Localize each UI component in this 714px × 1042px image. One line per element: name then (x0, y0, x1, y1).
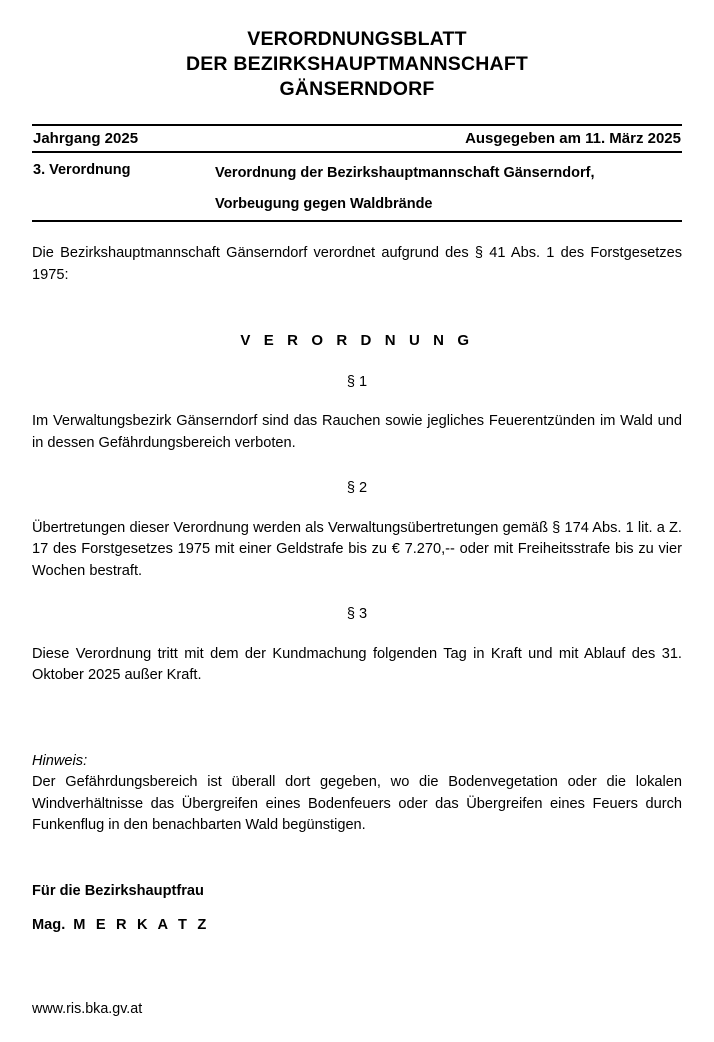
footer-url: www.ris.bka.gv.at (32, 1001, 143, 1017)
ordinance-subject-line-2: Vorbeugung gegen Waldbrände (215, 196, 433, 212)
section-text-3: Diese Verordnung tritt mit dem der Kundmachung folgenden Tag in Kraft und mit Ablauf des 31. Oktober 2025 außer Kraft. (32, 645, 682, 683)
section-heading-3: § 3 (346, 606, 368, 622)
spacer (32, 687, 682, 751)
signature-name (32, 902, 682, 937)
ordinance-subject-line-1: Verordnung der Bezirkshauptmannschaft Gänserndorf, (215, 165, 595, 181)
masthead (32, 0, 682, 102)
ordinance-subject (215, 158, 682, 220)
spacer (32, 837, 682, 881)
notice-text: Der Gefährdungsbereich ist überall dort gegeben, wo die Bodenvegetation oder die lokalen Windverhältnisse das Übergreifen eines Bodenfeuers oder das Übergreifen eines Feuers durch Funkenflug in den benachbarten Wald begünstigen. (32, 774, 682, 833)
notice-label: Hinweis: (32, 752, 88, 769)
spacer (32, 393, 682, 411)
section-heading-1: § 1 (346, 373, 368, 390)
document-body (32, 222, 682, 937)
issued-date-label: Ausgegeben am 11. März 2025 (465, 130, 681, 147)
masthead-line-3: GÄNSERNDORF (279, 78, 435, 100)
section-text-1: Im Verwaltungsbezirk Gänserndorf sind das Rauchen sowie jegliches Feuerentzünden im Wald und in dessen Gefährdungsbereich verboten. (32, 413, 682, 451)
spacer (32, 582, 682, 604)
intro-paragraph: Die Bezirkshauptmannschaft Gänserndorf verordnet aufgrund des § 41 Abs. 1 des Forstgesetzes 1975: (32, 245, 682, 283)
section-heading-2: § 2 (346, 480, 368, 496)
section-text-2: Übertretungen dieser Verordnung werden als Verwaltungsübertretungen gemäß § 174 Abs. 1 lit. a Z. 17 des Forstgesetzes 1975 mit einer Geldstrafe bis zu € 7.270,-- oder mit Freiheitsstrafe bis zu vier Wochen bestraft. (32, 519, 682, 579)
masthead-line-1: VERORDNUNGSBLATT (247, 28, 467, 50)
title-block (32, 153, 682, 220)
masthead-line-2: DER BEZIRKSHAUPTMANNSCHAFT (185, 53, 529, 75)
signature-for-line: Für die Bezirkshauptfrau (32, 882, 204, 899)
signature-surname: M E R K A T Z (73, 917, 210, 933)
spacer (32, 352, 682, 372)
spacer (32, 286, 682, 330)
volume-label: Jahrgang 2025 (33, 130, 139, 147)
spacer (32, 626, 682, 644)
spacer (32, 454, 682, 478)
issue-bar (32, 126, 682, 151)
spacer (32, 500, 682, 518)
signature-title: Mag. (32, 917, 66, 933)
ordinance-number: 3. Verordnung (33, 162, 131, 178)
main-heading: V E R O R D N U N G (240, 332, 474, 349)
